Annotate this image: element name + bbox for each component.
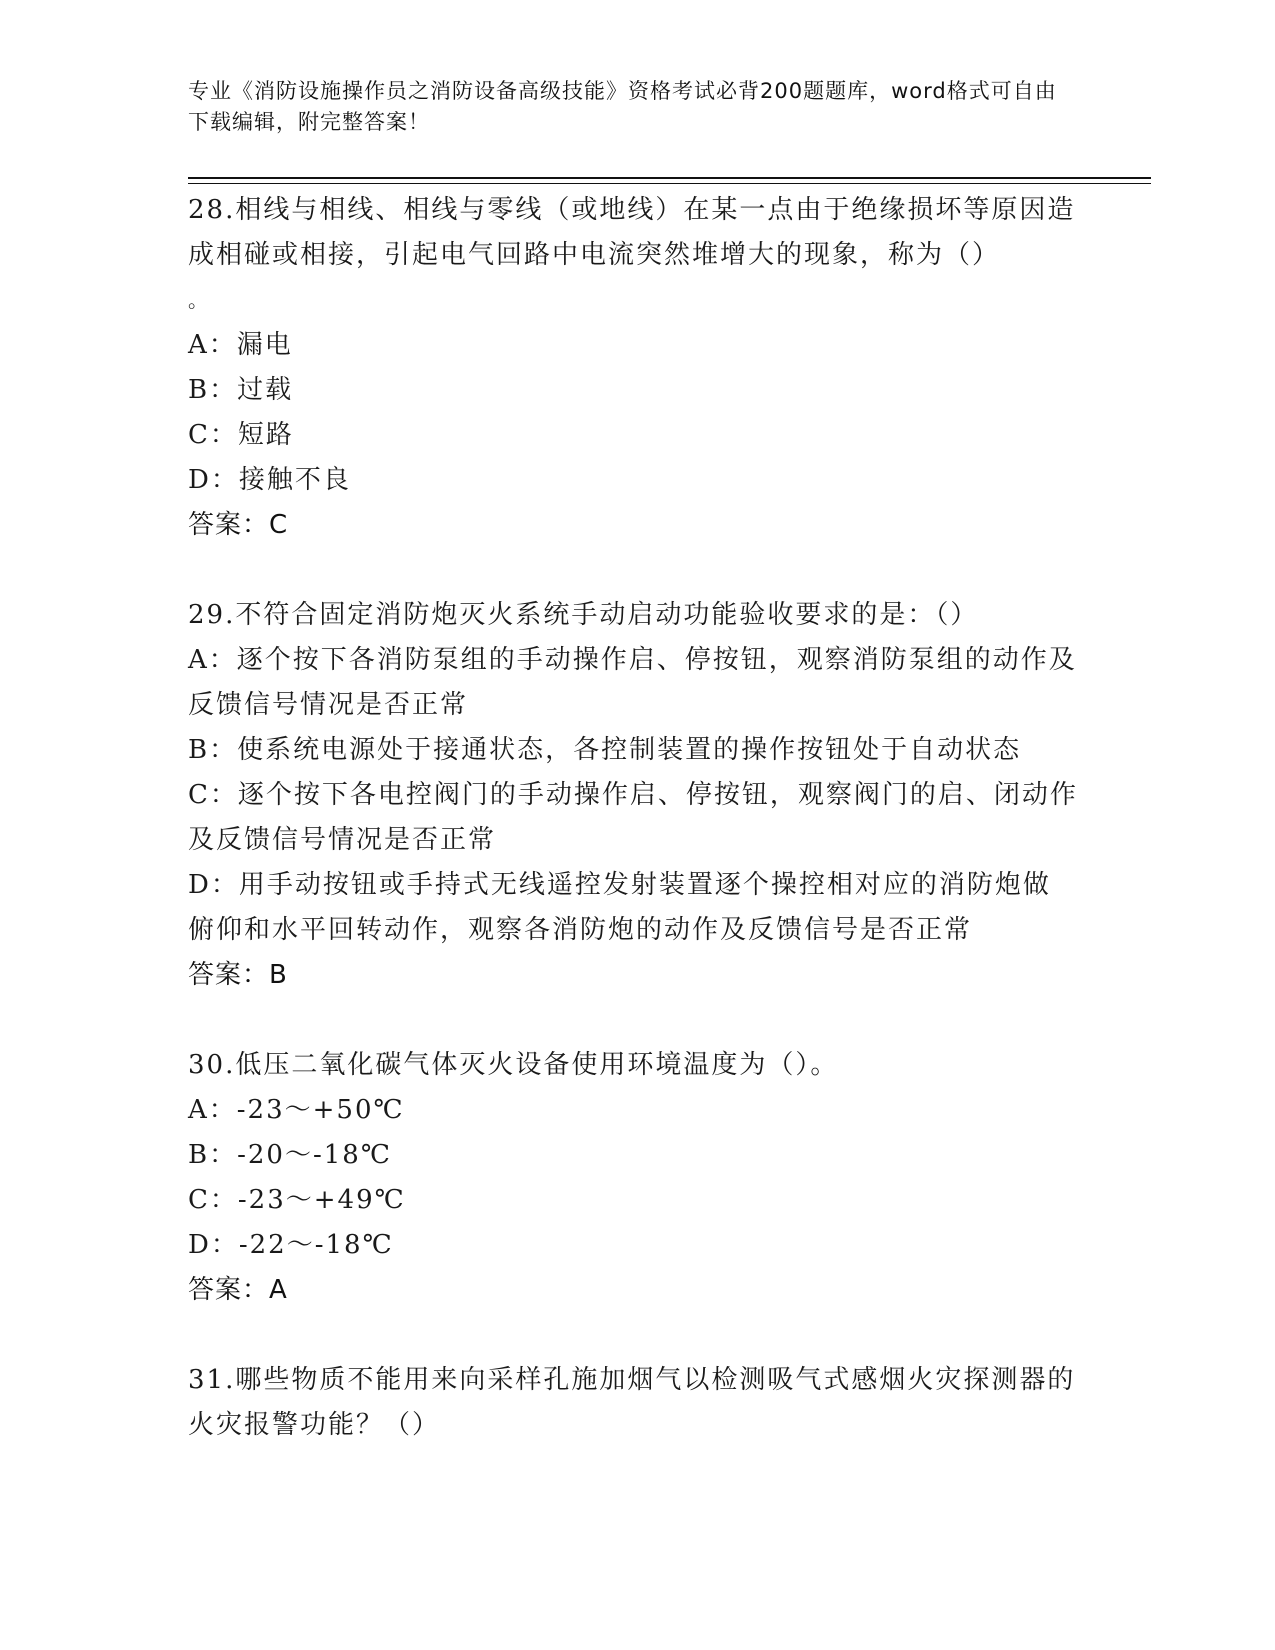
question-28	[188, 188, 1078, 548]
option-c: C：逐个按下各电控阀门的手动操作启、停按钮，观察阀门的启、闭动作及反馈信号情况是否正常	[188, 780, 1078, 855]
header-divider-thick	[188, 177, 1151, 179]
option-a: A：逐个按下各消防泵组的手动操作启、停按钮，观察消防泵组的动作及反馈信号情况是否正常	[188, 645, 1077, 720]
option-b: B：-20～-18℃	[188, 1140, 392, 1170]
option-a: A：漏电	[188, 330, 293, 360]
question-tail: 。	[188, 288, 210, 312]
answer: 答案：C	[188, 510, 289, 540]
question-text: 30.低压二氧化碳气体灭火设备使用环境温度为（）。	[188, 1050, 839, 1080]
answer: 答案：B	[188, 960, 288, 990]
option-d: D：接触不良	[188, 465, 351, 495]
question-text: 31.哪些物质不能用来向采样孔施加烟气以检测吸气式感烟火灾探测器的火灾报警功能？（）	[188, 1365, 1076, 1440]
answer: 答案：A	[188, 1275, 288, 1305]
option-c: C：-23～+49℃	[188, 1185, 406, 1215]
option-d: D：-22～-18℃	[188, 1230, 394, 1260]
option-b: B：使系统电源处于接通状态，各控制装置的操作按钮处于自动状态	[188, 735, 1022, 765]
option-d: D：用手动按钮或手持式无线遥控发射装置逐个操控相对应的消防炮做俯仰和水平回转动作，观察各消防炮的动作及反馈信号是否正常	[188, 870, 1051, 945]
option-b: B：过载	[188, 375, 294, 405]
question-text: 29.不符合固定消防炮灭火系统手动启动功能验收要求的是：（）	[188, 600, 979, 630]
question-30	[188, 1043, 1078, 1313]
document-header: 专业《消防设施操作员之消防设备高级技能》资格考试必背200题题库，word格式可自由下载编辑，附完整答案！	[188, 79, 1057, 134]
option-c: C：短路	[188, 420, 294, 450]
question-29	[188, 593, 1078, 998]
header-divider-thin	[188, 183, 1151, 184]
question-text: 28.相线与相线、相线与零线（或地线）在某一点由于绝缘损坏等原因造成相碰或相接，引起电气回路中电流突然堆增大的现象，称为（）	[188, 195, 1076, 270]
option-a: A：-23～+50℃	[188, 1095, 405, 1125]
question-list	[188, 188, 1078, 1493]
question-31	[188, 1358, 1078, 1448]
